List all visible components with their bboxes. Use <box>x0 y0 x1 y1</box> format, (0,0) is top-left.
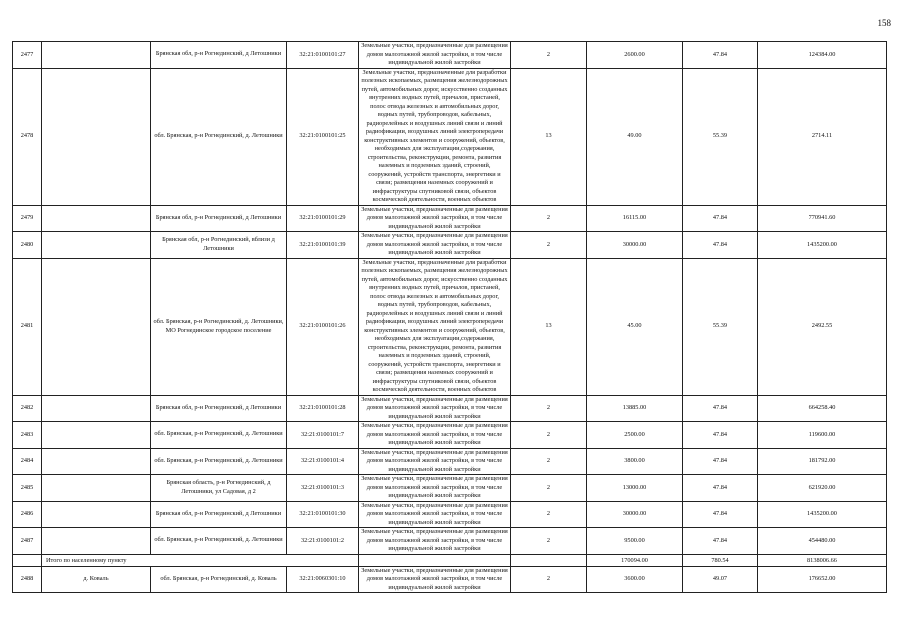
cadastral-number-cell: 32:21:0100101:26 <box>287 258 359 395</box>
rate-cell: 47.84 <box>683 528 758 555</box>
group-cell: 2 <box>511 395 587 422</box>
total-area-cell: 170094.00 <box>587 554 683 566</box>
area-cell: 30000.00 <box>587 501 683 528</box>
purpose-cell: Земельные участки, предназначенные для размещения домов малоэтажной жилой застройки, в том числе индивидуальной жилой застройки <box>359 448 511 475</box>
table-row <box>13 258 887 395</box>
cadastral-value-cell: 181792.00 <box>758 448 887 475</box>
table-row <box>13 232 887 259</box>
area-cell: 2500.00 <box>587 422 683 449</box>
area-cell: 2600.00 <box>587 42 683 69</box>
table-row <box>13 205 887 232</box>
table-row <box>13 566 887 593</box>
address-cell: обл. Брянская, р-н Рогнединский, д. Летошники <box>151 68 287 205</box>
empty-cell <box>511 554 587 566</box>
row-number: 2481 <box>13 258 42 395</box>
address-cell: обл. Брянская, р-н Рогнединский, д. Летошники <box>151 448 287 475</box>
row-number: 2480 <box>13 232 42 259</box>
cadastral-value-cell: 621920.00 <box>758 475 887 502</box>
purpose-cell: Земельные участки, предназначенные для размещения домов малоэтажной жилой застройки, в том числе индивидуальной жилой застройки <box>359 395 511 422</box>
table-row <box>13 422 887 449</box>
table-row <box>13 501 887 528</box>
address-cell: Брянская обл, р-н Рогнединский, д Летошники <box>151 501 287 528</box>
cadastral-value-cell: 2492.55 <box>758 258 887 395</box>
area-cell: 9500.00 <box>587 528 683 555</box>
row-number: 2484 <box>13 448 42 475</box>
row-number: 2483 <box>13 422 42 449</box>
rate-cell: 47.84 <box>683 501 758 528</box>
empty-cell <box>42 528 151 555</box>
empty-cell <box>42 395 151 422</box>
row-number: 2486 <box>13 501 42 528</box>
purpose-cell: Земельные участки, предназначенные для размещения домов малоэтажной жилой застройки, в том числе индивидуальной жилой застройки <box>359 528 511 555</box>
empty-cell <box>13 554 42 566</box>
total-label: Итого по населенному пункту <box>42 554 359 566</box>
address-cell: Брянская обл, р-н Рогнединский, д Летошники <box>151 205 287 232</box>
cadastral-value-cell: 1435200.00 <box>758 232 887 259</box>
purpose-cell: Земельные участки, предназначенные для размещения домов малоэтажной жилой застройки, в том числе индивидуальной жилой застройки <box>359 205 511 232</box>
rate-cell: 47.84 <box>683 448 758 475</box>
rate-cell: 47.84 <box>683 475 758 502</box>
page-number: 158 <box>877 18 891 28</box>
group-cell: 2 <box>511 205 587 232</box>
area-cell: 3800.00 <box>587 448 683 475</box>
rate-cell: 55.39 <box>683 258 758 395</box>
cadastral-value-cell: 119600.00 <box>758 422 887 449</box>
cadastral-number-cell: 32:21:0100101:25 <box>287 68 359 205</box>
group-cell: 2 <box>511 501 587 528</box>
area-cell: 13885.00 <box>587 395 683 422</box>
purpose-cell: Земельные участки, предназначенные для разработки полезных ископаемых, размещения железнодорожных путей, автомобильных дорог, искусственно созданных внутренних водных путей, причалов, пристаней, полос отвода железных и автомобильных дорог, водных путей, трубопроводов, кабельных, радиорелейных и воздушных линий связи и линий радиофикации, воздушных линий электропередачи конструктивных элементов и сооружений, объектов, необходимых для эксплуатации,содержания, строительства, реконструкции, ремонта, развития наземных и подземных зданий, строений, сооружений, устройств транспорта, энергетики и связи; размещения наземных сооружений и инфраструктуры спутниковой связи, объектов космической деятельности, военных объектов <box>359 258 511 395</box>
row-number: 2485 <box>13 475 42 502</box>
address-cell: Брянская обл, р-н Рогнединский, д Летошники <box>151 395 287 422</box>
table-row <box>13 528 887 555</box>
group-cell: 2 <box>511 475 587 502</box>
purpose-cell: Земельные участки, предназначенные для размещения домов малоэтажной жилой застройки, в том числе индивидуальной жилой застройки <box>359 232 511 259</box>
rate-cell: 49.07 <box>683 566 758 593</box>
empty-cell <box>359 554 511 566</box>
area-cell: 49.00 <box>587 68 683 205</box>
cadastral-number-cell: 32:21:0100101:30 <box>287 501 359 528</box>
cadastral-value-cell: 770941.60 <box>758 205 887 232</box>
row-number: 2488 <box>13 566 42 593</box>
empty-cell <box>42 258 151 395</box>
purpose-cell: Земельные участки, предназначенные для размещения домов малоэтажной жилой застройки, в том числе индивидуальной жилой застройки <box>359 501 511 528</box>
area-cell: 13000.00 <box>587 475 683 502</box>
rate-cell: 47.84 <box>683 395 758 422</box>
cadastral-number-cell: 32:21:0100101:4 <box>287 448 359 475</box>
cadastral-value-cell: 2714.11 <box>758 68 887 205</box>
group-cell: 2 <box>511 528 587 555</box>
empty-cell <box>42 422 151 449</box>
table-row <box>13 475 887 502</box>
total-row <box>13 554 887 566</box>
empty-cell <box>42 232 151 259</box>
table-row <box>13 68 887 205</box>
group-cell: 2 <box>511 232 587 259</box>
empty-cell <box>42 448 151 475</box>
rate-cell: 55.39 <box>683 68 758 205</box>
rate-cell: 47.84 <box>683 42 758 69</box>
total-value-cell: 8138006.66 <box>758 554 887 566</box>
group-cell: 2 <box>511 42 587 69</box>
rate-cell: 47.84 <box>683 422 758 449</box>
cadastral-number-cell: 32:21:0100101:2 <box>287 528 359 555</box>
cadastral-number-cell: 32:21:0100101:3 <box>287 475 359 502</box>
purpose-cell: Земельные участки, предназначенные для размещения домов малоэтажной жилой застройки, в том числе индивидуальной жилой застройки <box>359 422 511 449</box>
table-body <box>13 42 887 593</box>
purpose-cell: Земельные участки, предназначенные для разработки полезных ископаемых, размещения железнодорожных путей, автомобильных дорог, искусственно созданных внутренних водных путей, причалов, пристаней, полос отвода железных и автомобильных дорог, водных путей, трубопроводов, кабельных, радиорелейных и воздушных линий связи и линий радиофикации, воздушных линий электропередачи конструктивных элементов и сооружений, объектов, необходимых для эксплуатации,содержания, строительства, реконструкции, ремонта, развития наземных и подземных зданий, строений, сооружений, устройств транспорта, энергетики и связи; размещения наземных сооружений и инфраструктуры спутниковой связи, объектов космической деятельности, военных объектов <box>359 68 511 205</box>
cadastral-value-cell: 454480.00 <box>758 528 887 555</box>
empty-cell <box>42 42 151 69</box>
address-cell: обл. Брянская, р-н Рогнединский, д. Летошники <box>151 528 287 555</box>
purpose-cell: Земельные участки, предназначенные для размещения домов малоэтажной жилой застройки, в том числе индивидуальной жилой застройки <box>359 475 511 502</box>
group-cell: 13 <box>511 258 587 395</box>
area-cell: 30000.00 <box>587 232 683 259</box>
row-number: 2477 <box>13 42 42 69</box>
row-number: 2487 <box>13 528 42 555</box>
address-cell: Брянская обл, р-н Рогнединский, вблизи д Летошники <box>151 232 287 259</box>
area-cell: 45.00 <box>587 258 683 395</box>
empty-cell <box>42 68 151 205</box>
cadastral-value-cell: 1435200.00 <box>758 501 887 528</box>
empty-cell <box>42 501 151 528</box>
cadastral-number-cell: 32:21:0100101:39 <box>287 232 359 259</box>
purpose-cell: Земельные участки, предназначенные для размещения домов малоэтажной жилой застройки, в том числе индивидуальной жилой застройки <box>359 42 511 69</box>
area-cell: 16115.00 <box>587 205 683 232</box>
rate-cell: 47.84 <box>683 232 758 259</box>
rate-cell: 47.84 <box>683 205 758 232</box>
row-number: 2482 <box>13 395 42 422</box>
cadastral-number-cell: 32:21:0060301:10 <box>287 566 359 593</box>
cadastral-value-cell: 664258.40 <box>758 395 887 422</box>
settlement-name: д. Коваль <box>42 566 151 593</box>
area-cell: 3600.00 <box>587 566 683 593</box>
address-cell: Брянская область, р-н Рогнединский, д Летошники, ул Садовая, д 2 <box>151 475 287 502</box>
address-cell: обл. Брянская, р-н Рогнединский, д. Летошники, МО Рогнединское городское поселение <box>151 258 287 395</box>
group-cell: 2 <box>511 448 587 475</box>
cadastral-number-cell: 32:21:0100101:28 <box>287 395 359 422</box>
cadastral-number-cell: 32:21:0100101:29 <box>287 205 359 232</box>
address-cell: Брянская обл, р-н Рогнединский, д Летошники <box>151 42 287 69</box>
group-cell: 13 <box>511 68 587 205</box>
purpose-cell: Земельные участки, предназначенные для размещения домов малоэтажной жилой застройки, в том числе индивидуальной жилой застройки <box>359 566 511 593</box>
cadastral-number-cell: 32:21:0100101:27 <box>287 42 359 69</box>
address-cell: обл. Брянская, р-н Рогнединский, д. Коваль <box>151 566 287 593</box>
land-registry-table <box>12 41 887 593</box>
address-cell: обл. Брянская, р-н Рогнединский, д. Летошники <box>151 422 287 449</box>
table-row <box>13 448 887 475</box>
cadastral-number-cell: 32:21:0100101:7 <box>287 422 359 449</box>
group-cell: 2 <box>511 566 587 593</box>
cadastral-value-cell: 124384.00 <box>758 42 887 69</box>
empty-cell <box>42 205 151 232</box>
group-cell: 2 <box>511 422 587 449</box>
cadastral-value-cell: 176652.00 <box>758 566 887 593</box>
row-number: 2478 <box>13 68 42 205</box>
table-row <box>13 395 887 422</box>
table-row <box>13 42 887 69</box>
row-number: 2479 <box>13 205 42 232</box>
total-rate-cell: 780.54 <box>683 554 758 566</box>
empty-cell <box>42 475 151 502</box>
